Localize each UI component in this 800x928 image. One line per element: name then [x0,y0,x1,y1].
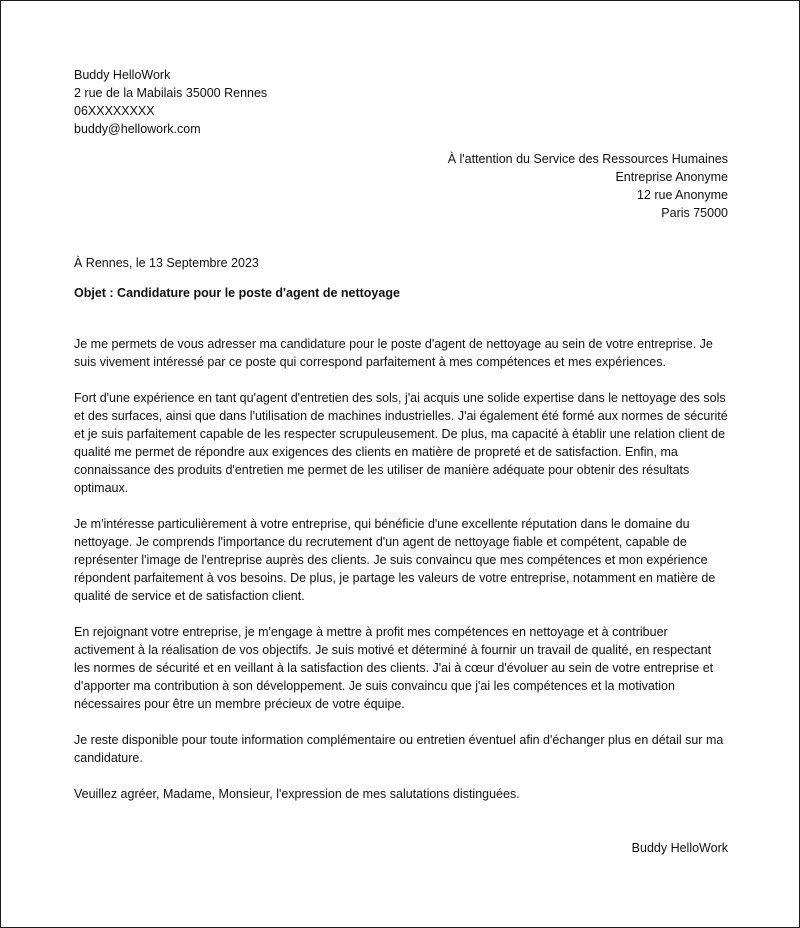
sender-block [74,66,728,138]
sender-email: buddy@hellowork.com [74,122,201,136]
recipient-street: 12 rue Anonyme [636,188,728,202]
recipient-company: Entreprise Anonyme [615,170,728,184]
sender-address: 2 rue de la Mabilais 35000 Rennes [74,86,268,100]
sender-phone: 06XXXXXXXX [74,104,155,118]
sender-name: Buddy HelloWork [74,68,171,82]
recipient-block [74,150,728,222]
date-line: À Rennes, le 13 Septembre 2023 [74,256,259,270]
closing-formula: Veuillez agréer, Madame, Monsieur, l'expression de mes salutations distinguées. [74,787,520,801]
letter-body [74,335,728,803]
body-paragraph: En rejoignant votre entreprise, je m'engage à mettre à profit mes compétences en nettoyage et à contribuer activement à la réalisation de vos objectifs. Je suis motivé et déterminé à fournir un travail de qualité, en respectant les normes de sécurité et en veillant à la satisfaction des clients. J'ai à cœur d'évoluer au sein de votre entreprise et d'apporter ma contribution à son développement. Je suis convaincu que j'ai les compétences et la motivation nécessaires pour être un membre précieux de votre équipe. [74,625,714,711]
letter-content [74,66,728,857]
body-paragraph: Je reste disponible pour toute information complémentaire ou entretien éventuel afin d'échanger plus en détail sur ma candidature. [74,733,724,765]
recipient-attention: À l'attention du Service des Ressources Humaines [447,152,728,166]
body-paragraph: Je me permets de vous adresser ma candidature pour le poste d'agent de nettoyage au sein de votre entreprise. Je suis vivement intéressé par ce poste qui correspond parfaitement à mes compétences et mes expériences. [74,337,713,369]
body-paragraph: Fort d'une expérience en tant qu'agent d'entretien des sols, j'ai acquis une solide expertise dans le nettoyage des sols et des surfaces, ainsi que dans l'utilisation de machines industrielles. J'ai également été formé aux normes de sécurité et je suis parfaitement capable de les respecter scrupuleusement. De plus, ma capacité à établir une relation client de qualité me permet de répondre aux exigences des clients en matière de propreté et de satisfaction. Enfin, ma connaissance des produits d'entretien me permet de les utiliser de manière adéquate pour obtenir des résultats optimaux. [74,391,728,495]
signature: Buddy HelloWork [631,841,728,855]
body-paragraph: Je m'intéresse particulièrement à votre entreprise, qui bénéficie d'une excellente réputation dans le domaine du nettoyage. Je comprends l'importance du recrutement d'un agent de nettoyage fiable et compétent, capable de représenter l'image de l'entreprise auprès des clients. Je suis convaincu que mes compétences et mon expérience répondent parfaitement à vos besoins. De plus, je partage les valeurs de votre entreprise, notamment en matière de qualité de service et de satisfaction client. [74,517,716,603]
recipient-city: Paris 75000 [661,206,728,220]
subject-line: Objet : Candidature pour le poste d'agent de nettoyage [74,286,400,300]
